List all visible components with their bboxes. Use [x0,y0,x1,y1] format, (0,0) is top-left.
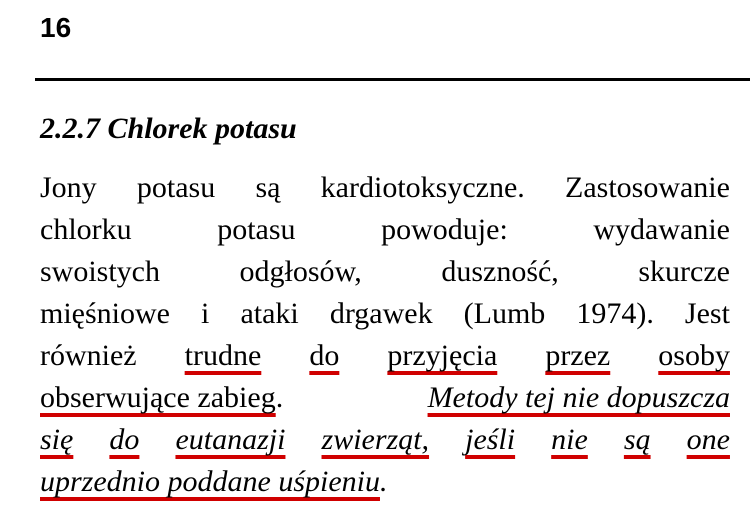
word: są [255,171,281,204]
highlighted-word: eutanazji [175,423,286,456]
period: . [275,381,284,414]
word: kardiotoksyczne. [320,171,525,204]
highlighted-italic-phrase: Metody tej nie dopuszcza [427,381,730,414]
header-rule [35,78,750,81]
word: drgawek [329,297,433,330]
highlighted-word: jeśli [465,423,516,456]
word: powoduje: [381,213,508,246]
line-group [40,377,283,419]
period: . [379,465,388,498]
text-line [40,209,730,251]
text-line [40,461,730,503]
section-heading: 2.2.7 Chlorek potasu [40,112,297,145]
text-line [40,293,730,335]
section-body [40,167,730,503]
highlighted-word: one [686,423,730,456]
word: również [40,339,137,372]
highlighted-word: osoby [658,339,730,372]
word: swoistych [40,255,160,288]
word: duszność, [441,255,559,288]
highlighted-word: się [40,423,74,456]
word: mięśniowe [40,297,170,330]
word: potasu [136,171,216,204]
text-line [40,251,730,293]
highlighted-word: są [623,423,651,456]
text-line [40,419,730,461]
word: Jony [40,171,97,204]
word: ataki [240,297,299,330]
highlighted-word: zwierząt, [321,423,430,456]
highlighted-phrase: uprzednio poddane uśpieniu [40,465,380,498]
text-line [40,167,730,209]
word: (Lumb [463,297,546,330]
word: Jest [684,297,730,330]
word: 1974). [576,297,654,330]
page-number: 16 [40,12,72,43]
word: i [201,297,210,330]
highlighted-phrase: obserwujące zabieg [40,381,276,414]
word: potasu [217,213,296,246]
word: wydawanie [593,213,730,246]
highlighted-word: do [309,339,340,372]
word: Zastosowanie [565,171,730,204]
highlighted-word: przyjęcia [387,339,498,372]
text-line [40,335,730,377]
word: odgłosów, [239,255,362,288]
highlighted-word: przez [545,339,611,372]
highlighted-word: nie [551,423,588,456]
text-line [40,377,730,419]
highlighted-word: trudne [184,339,262,372]
word: skurcze [638,255,730,288]
highlighted-word: do [109,423,140,456]
word: chlorku [40,213,132,246]
